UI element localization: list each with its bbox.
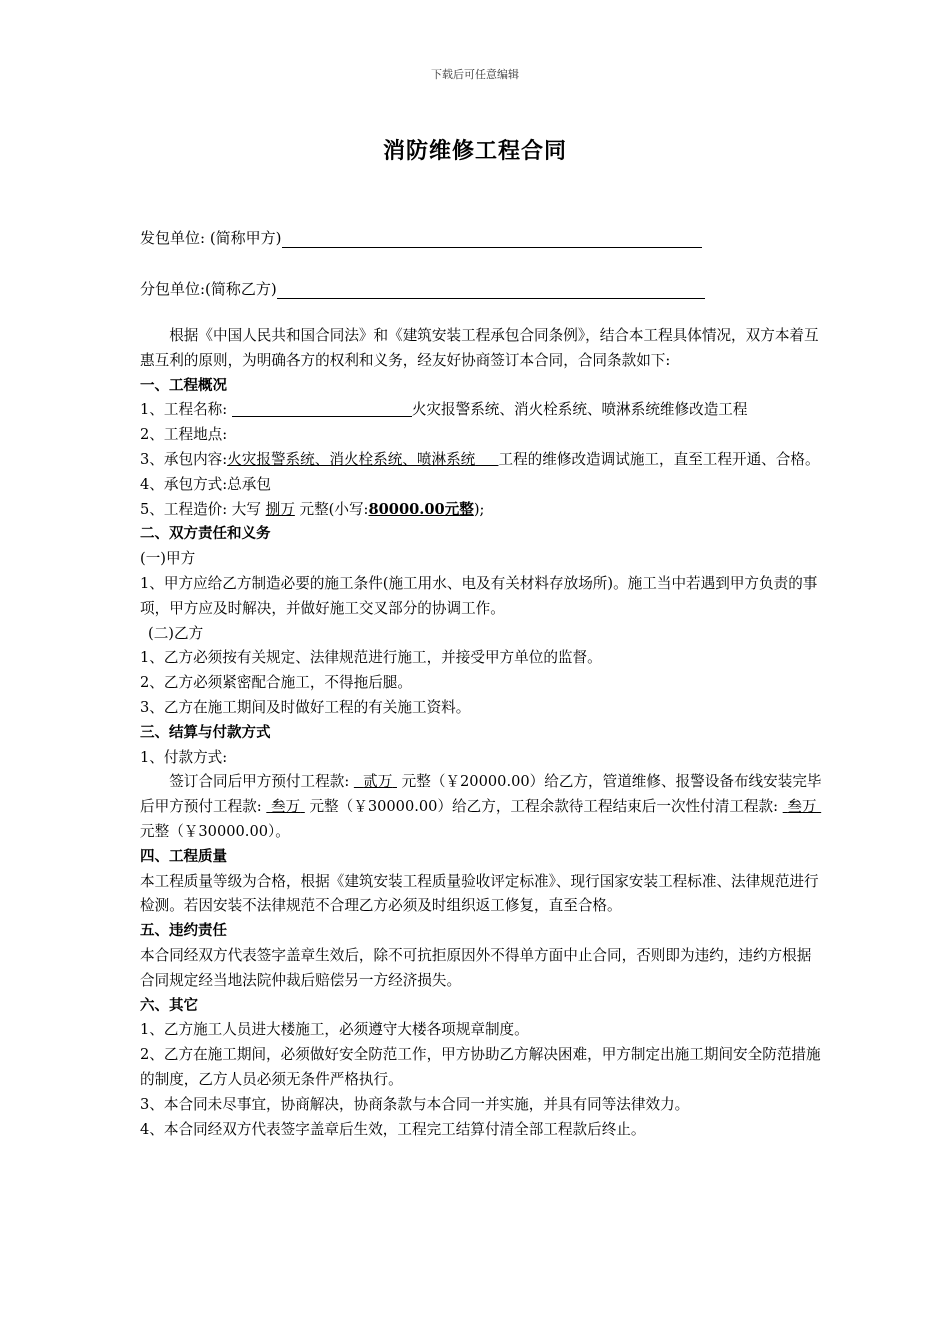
section-heading: 五、违约责任 [140, 923, 227, 940]
party-a-line [140, 227, 702, 248]
party-a-duty: 1、甲方应给乙方制造必要的施工条件(施工用水、电及有关材料存放场所)。施工当中若遇到甲方负责的事项，甲方应及时解决，并做好施工交叉部分的协调工作。 [140, 574, 818, 617]
contract-body [140, 324, 822, 1142]
contract-method-item: 4、承包方式:总承包 [140, 475, 271, 493]
section-heading: 四、工程质量 [140, 848, 227, 865]
payment-terms-paragraph: 签订合同后甲方预付工程款: 贰万 元整（￥20000.00）给乙方，管道维修、报警设备布线安装完毕后甲方预付工程款: 叁万 元整（￥30000.00）给乙方，工程余款待工程结束后一次性付清工程款: 叁万 元整（￥30000.00）。 [140, 773, 822, 840]
intro-paragraph: 根据《中国人民共和国合同法》和《建筑安装工程承包合同条例》，结合本工程具体情况，双方本着互惠互利的原则，为明确各方的权利和义务，经友好协商签订本合同，合同条款如下: [140, 327, 819, 369]
other-item: 2、乙方在施工期间，必须做好安全防范工作，甲方协助乙方解决困难，甲方制定出施工期间安全防范措施的制度，乙方人员必须无条件严格执行。 [140, 1046, 821, 1088]
liability-paragraph: 本合同经双方代表签字盖章生效后，除不可抗拒原因外不得单方面中止合同，否则即为违约，违约方根据合同规定经当地法院仲裁后赔偿另一方经济损失。 [140, 946, 812, 989]
party-a-subheading: (一)甲方 [140, 550, 196, 568]
section-heading: 二、双方责任和义务 [140, 526, 271, 543]
payment-method-label: 1、付款方式: [140, 748, 228, 766]
other-item: 3、本合同未尽事宜，协商解决，协商条款与本合同一并实施，并具有同等法律效力。 [140, 1095, 690, 1113]
contract-title: 消防维修工程合同 [382, 138, 567, 164]
project-location-item: 2、工程地点: [140, 426, 228, 444]
party-b-subheading: (二)乙方 [148, 624, 204, 642]
quality-paragraph: 本工程质量等级为合格，根据《建筑安装工程质量验收评定标准》、现行国家安装工程标准、法律规范进行检测。若因安装不法律规范不合理乙方必须及时组织返工修复，直至合格。 [140, 872, 819, 915]
other-item: 1、乙方施工人员进大楼施工，必须遵守大楼各项规章制度。 [140, 1021, 529, 1039]
blank-line [232, 400, 412, 417]
party-b-duty: 3、乙方在施工期间及时做好工程的有关施工资料。 [140, 698, 471, 716]
project-scope-item: 3、承包内容:火灾报警系统、消火栓系统、喷淋系统 工程的维修改造调试施工，直至工程开通、合格。 [140, 450, 820, 468]
party-a-blank [282, 231, 702, 248]
party-b-line [140, 278, 705, 299]
project-name-item: 1、工程名称: 火灾报警系统、消火栓系统、喷淋系统维修改造工程 [140, 401, 748, 419]
section-heading: 六、其它 [140, 997, 198, 1014]
section-heading: 三、结算与付款方式 [140, 724, 271, 741]
party-a-label: 发包单位: (简称甲方) [140, 229, 282, 247]
project-cost-item: 5、工程造价: 大写 捌万 元整(小写:80000.00元整); [140, 500, 485, 518]
section-heading: 一、工程概况 [140, 377, 227, 394]
other-item: 4、本合同经双方代表签字盖章后生效，工程完工结算付清全部工程款后终止。 [140, 1120, 646, 1138]
header-note: 下载后可任意编辑 [431, 68, 519, 81]
party-b-label: 分包单位:(简称乙方) [140, 280, 277, 298]
party-b-blank [277, 282, 705, 299]
party-b-duty: 1、乙方必须按有关规定、法律规范进行施工，并接受甲方单位的监督。 [140, 649, 602, 667]
party-b-duty: 2、乙方必须紧密配合施工，不得拖后腿。 [140, 674, 412, 692]
